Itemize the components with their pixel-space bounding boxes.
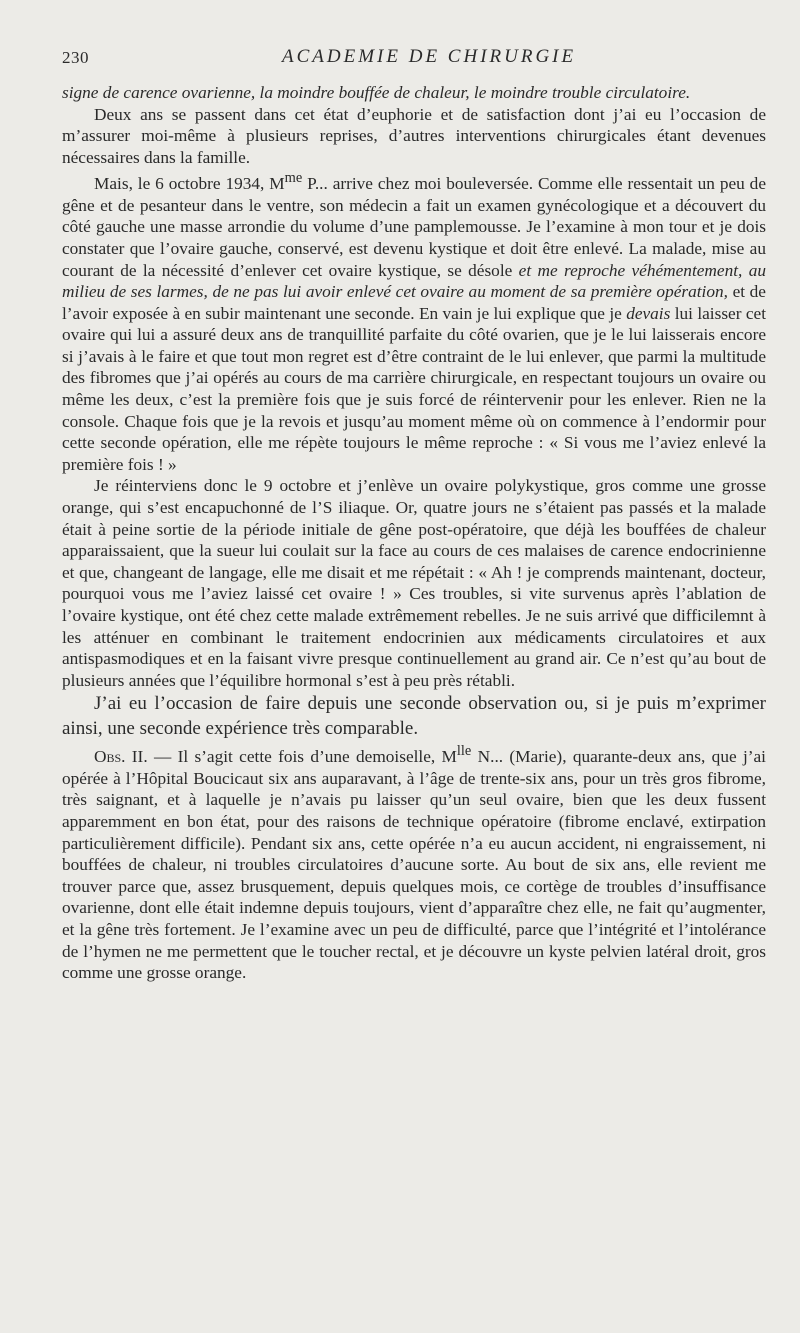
page-body	[62, 82, 766, 984]
observation-paragraph: Obs. II. — Il s’agit cette fois d’une demoiselle, $M^{lle}$ N... (Marie), quarante-deux ans, que j’ai opérée à l’Hôpital Boucicaut six ans auparavant, à l’âge de trente-six ans, pour un très gros fibrome, très saignant, et à laquelle je n’avais pu laisser qu’un seul ovaire, bien que les deux fussent apparemment en bon état, pour des raisons de technique opératoire (fibrome enclavé, extirpation particulièrement difficile). Pendant six ans, cette opérée n’a eu aucun accident, ni engraissement, ni bouffées de chaleur, ni troubles circulatoires d’aucune sorte. Au bout de six ans, elle revient me trouver parce que, assez brusquement, depuis quelques mois, ce cortège de troubles d’insuffisance ovarienne, dont elle était indemne depuis toujours, vient d’apparaître chez elle, ne fait qu’augmenter, et la gêne très fortement. Je l’examine avec un peu de difficulté, parce que l’intégrité et l’intolérance de l’hymen ne me permettent que le toucher rectal, et je découvre un kyste pelvien latéral droit, gros comme une grosse orange.	[62, 743, 766, 983]
opening-line: signe de carence ovarienne, la moindre bouffée de chaleur, le moindre trouble circulatoire.	[62, 83, 691, 102]
paragraph-3: Mais, le 6 octobre 1934, $M^{me}$ P... arrive chez moi bouleversée. Comme elle ressentait un peu de gêne et de pesanteur dans le ventre, son médecin a fait un examen gynécologique et a découvert du côté gauche une masse arrondie du volume d’une pamplemousse. Je l’examine à mon tour et je dois constater que l’ovaire gauche, conservé, est devenu kystique et doit être enlevé. La malade, mise au courant de la nécessité d’enlever cet ovaire kystique, se désole et me reproche véhémentement, au milieu de ses larmes, de ne pas lui avoir enlevé cet ovaire au moment de sa première opération, et de l’avoir exposée à en subir maintenant une seconde. En vain je lui explique que je devais lui laisser cet ovaire qui lui a assuré deux ans de tranquillité parfaite du côté ovarien, que je le lui laisserais encore si j’avais à le faire et que tout mon regret est d’être contraint de le lui enlever, que parmi la multitude des fibromes que j’ai opérés au cours de ma carrière chirurgicale, en respectant toujours un ovaire ou même les deux, c’est la première fois que je suis forcé de réintervenir pour les enlever. Rien ne la console. Chaque fois que je la revois et jusqu’au moment même où on commence à l’endormir pour cette seconde opération, elle me répète toujours le même reproche : « Si vous me l’aviez enlevé la première fois ! »	[62, 170, 766, 474]
section-intro: J’ai eu l’occasion de faire depuis une seconde observation ou, si je puis m’exprimer ainsi, une seconde expérience très comparable.	[62, 693, 766, 740]
observation-label: Obs. II.	[94, 747, 148, 767]
page-number: 230	[62, 48, 89, 67]
paragraph-4: Je réinterviens donc le 9 octobre et j’enlève un ovaire polykystique, gros comme une grosse orange, qui s’est encapuchonné de l’S iliaque. Or, quatre jours ne s’étaient pas passés et la malade était à peine sortie de la période initiale de gêne post-opératoire, que déjà les bouffées de chaleur apparaissaient, que la sueur lui coulait sur la face au cours de ces malaises de carence endocrinienne et que, changeant de langage, elle me disait et me répétait : « Ah ! je comprends maintenant, docteur, pourquoi vous me l’aviez laissé cet ovaire ! » Ces troubles, si vite survenus après l’ablation de l’ovaire kystique, ont été chez cette malade extrêmement rebelles. Je ne suis arrivé que difficilemnt à les atténuer en combinant le traitement endocrinien aux médicaments circulatoires et aux antispasmodiques et en la faisant vivre presque continuellement au grand air. Ce n’est qu’au bout de plusieurs années que l’équilibre hormonal s’est à peu près rétabli.	[62, 476, 766, 690]
running-title: ACADEMIE DE CHIRURGIE	[282, 46, 577, 67]
paragraph-2: Deux ans se passent dans cet état d’euphorie et de satisfaction dont j’ai eu l’occasion de m’assurer moi-même à plusieurs reprises, d’autres interventions chirurgicales étant devenues nécessaires dans la famille.	[62, 104, 766, 167]
page-header	[62, 38, 766, 72]
